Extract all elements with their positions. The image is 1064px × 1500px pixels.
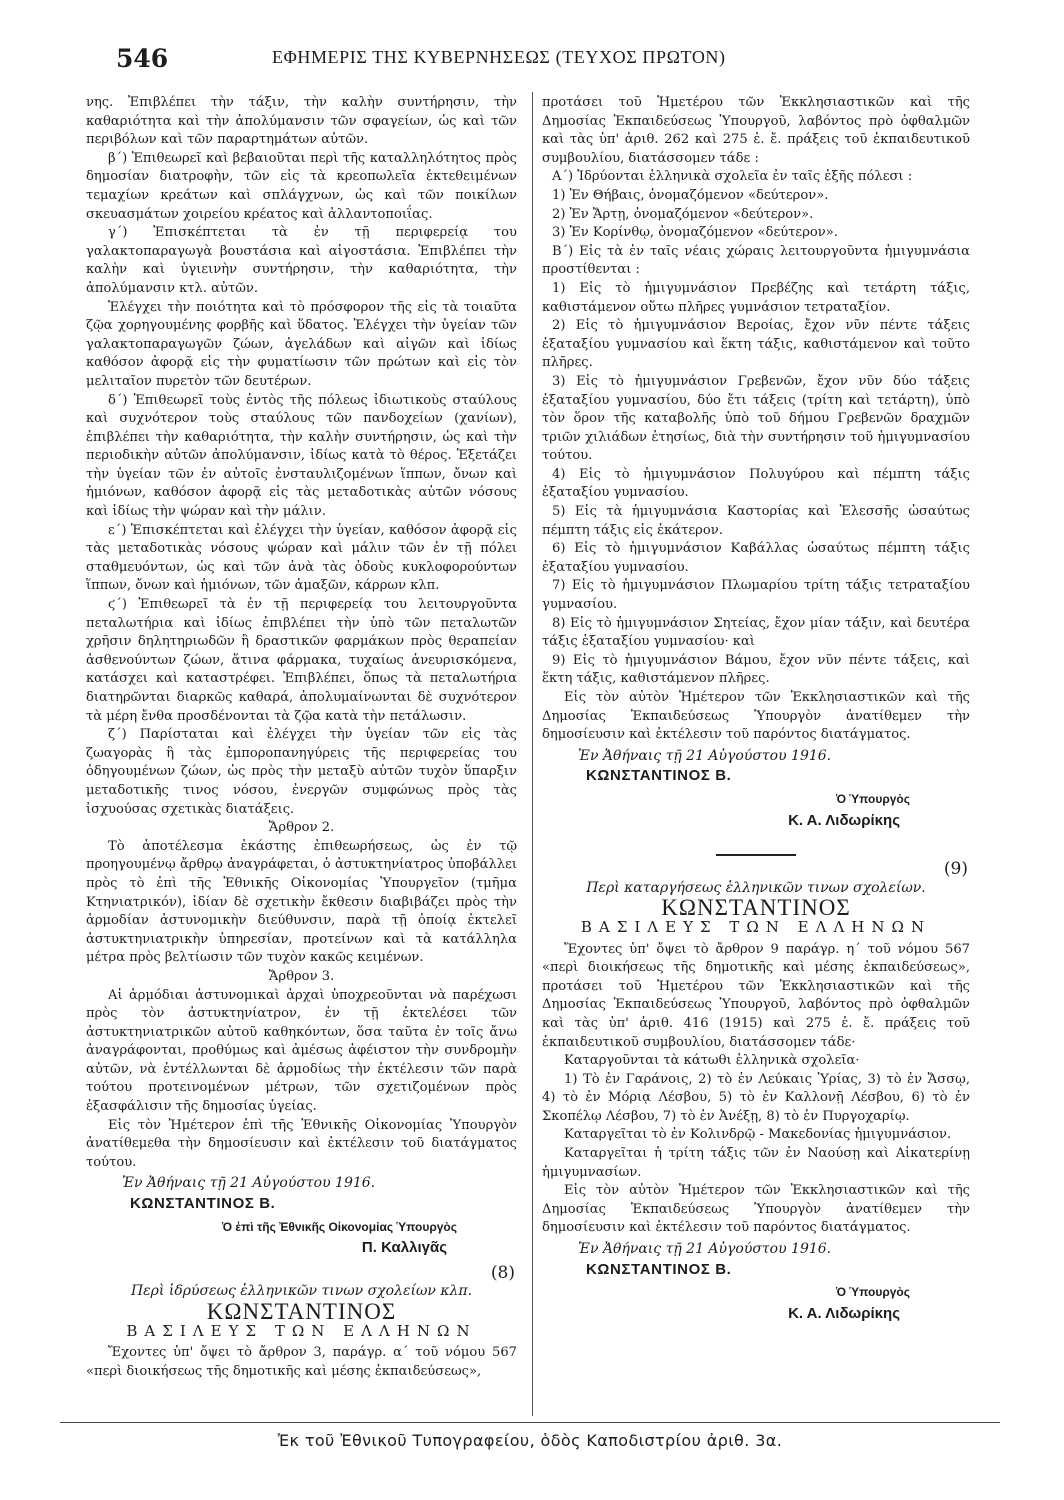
decree-subheading: ΒΑΣΙΛΕΥΣ ΤΩΝ ΕΛΛΗΝΩΝ	[580, 917, 932, 936]
section-title: Α΄) Ἱδρύονται ἑλληνικὰ σχολεῖα ἐν ταῖς ἑξῆς πόλεσι :	[552, 169, 913, 185]
printer-line: Ἐκ τοῦ Ἐθνικοῦ Τυπογραφείου, ὁδὸς Καποδιστρίου ἀριθ. 3α.	[277, 1431, 783, 1450]
list-item: 1) Εἰς τὸ ἡμιγυμνάσιον Πρεβέζης καὶ τετάρτη τάξις, καθιστάμενον οὕτω πλῆρες γυμνάσιον τετραταξίον.	[542, 280, 970, 315]
column-divider	[532, 92, 533, 1416]
dateline: Ἐν Ἀθήναις τῇ 21 Αὐγούστου 1916.	[578, 1241, 832, 1258]
minister-name: Π. Καλλιγᾶς	[361, 1239, 447, 1257]
article-heading: Ἄρθρον 3.	[268, 968, 335, 984]
dateline: Ἐν Ἀθήναις τῇ 21 Αὐγούστου 1916.	[578, 747, 832, 764]
decree-subject: Περὶ καταργήσεως ἑλληνικῶν τινων σχολείων.	[586, 879, 926, 896]
closing-paragraph: Εἰς τὸν αὐτὸν Ἡμέτερον τῶν Ἐκκλησιαστικῶν καὶ τῆς Δημοσίας Ἐκπαιδεύσεως Ὑπουργὸν ἀνατίθεμεν τὴν δημοσίευσιν καὶ ἐκτέλεσιν τοῦ παρόντος διατάγματος.	[542, 1183, 970, 1236]
king-signature: ΚΩΝΣΤΑΝΤΙΝΟΣ Β.	[586, 767, 732, 785]
list-item: 2) Εἰς τὸ ἡμιγυμνάσιον Βεροίας, ἔχον νῦν πέντε τάξεις ἑξαταξίου γυμνασίου καὶ ἕκτη τάξις, καθιστάμενον καὶ τοῦτο πλῆρες.	[542, 318, 970, 371]
article-text: Αἱ ἁρμόδιαι ἀστυνομικαὶ ἀρχαὶ ὑποχρεοῦνται νὰ παρέχωσι πρὸς τὸν ἀστυκτηνίατρον, ἐν τῇ ἐκτελέσει τῶν ἀστυκτηνιατρικῶν αὐτοῦ καθηκόντων, ὅσα ταῦτα ἐν τοῖς ἄνω ἀναγράφονται, προθύμως καὶ ἀμέσως ἀφέιστον τὴν συνδρομὴν αὐτῶν, νὰ ἐντέλλωνται δὲ ἁρμοδίως τὴν ἐκτέλεσιν τῶν παρὰ τούτου προτεινομένων μέτρων, τῶν σχετιζομένων πρὸς ἐξασφάλισιν τῆς δημοσίας ὑγείας.	[86, 987, 517, 1115]
minister-name: Κ. Α. Λιδωρίκης	[788, 1304, 900, 1322]
page-footer	[60, 1422, 1000, 1450]
paragraph: ζ΄) Παρίσταται καὶ ἐλέγχει τὴν ὑγείαν τῶν εἰς τὰς ζωαγορὰς ἢ τὰς ἐμποροπανηγύρεις τῆς περιφερείας του ὁδηγουμένων ζώων, ὡς πρὸς τὴν μεταξὺ αὐτῶν τυχὸν ὕπαρξιν μεταδοτικῆς τινος νόσου, ἐνεργῶν συμφώνως πρὸς τὰς ἰσχυούσας σχετικὰς διατάξεις.	[86, 727, 517, 817]
section-title: Β΄) Εἰς τὰ ἐν ταῖς νέαις χώραις λειτουργοῦντα ἡμιγυμνάσια προστίθενται :	[542, 243, 970, 278]
list-item: 3) Εἰς τὸ ἡμιγυμνάσιον Γρεβενῶν, ἔχον νῦν δύο τάξεις ἑξαταξίου γυμνασίου, δύο ἔτι τάξεις (τρίτη καὶ τετάρτη), ὑπὸ τὸν ὅρον τῆς καταβολῆς ὑπὸ τοῦ δήμου Γρεβενῶν δραχμῶν τριῶν χιλιάδων ἐτησίως, διὰ τὴν συντήρησιν τοῦ ἡμιγυμνασίου τούτου.	[542, 373, 970, 464]
decree-heading: ΚΩΝΣΤΑΝΤΙΝΟΣ	[661, 895, 851, 921]
decree-text: Ἔχοντες ὑπ' ὄψει τὸ ἄρθρον 9 παράγρ. η΄ τοῦ νόμου 567 «περὶ διοικήσεως τῆς δημοτικῆς καὶ μέσης ἐκπαιδεύσεως», προτάσει τοῦ Ἡμετέρου τῶν Ἐκκλησιαστικῶν καὶ τῆς Δημοσίας Ἐκπαιδεύσεως Ὑπουργοῦ, λαβόντος πρὸ ὀφθαλμῶν καὶ τὰς ὑπ' ἀριθ. 416 (1915) καὶ 275 ἐ. ἔ. πράξεις τοῦ ἐκπαιδευτικοῦ συμβουλίου, διατάσσομεν τάδε·	[542, 941, 970, 1050]
minister-title: Ὁ Ὑπουργὸς	[836, 791, 910, 806]
dateline: Ἐν Ἀθήναις τῇ 21 Αὐγούστου 1916.	[122, 1175, 376, 1192]
minister-title: Ὁ Ὑπουργὸς	[836, 1285, 910, 1300]
left-column	[86, 94, 517, 1381]
decree-number: (8)	[490, 1262, 515, 1283]
footer-rule	[60, 1422, 1000, 1423]
list-item: 5) Εἰς τὰ ἡμιγυμνάσια Καστορίας καὶ Ἐλεσσῆς ὡσαύτως πέμπτη τάξις εἰς ἑκάτερον.	[542, 504, 970, 538]
decree-text: Καταργοῦνται τὰ κάτωθι ἑλληνικὰ σχολεῖα·	[564, 1053, 860, 1069]
paragraph: προτάσει τοῦ Ἡμετέρου τῶν Ἐκκλησιαστικῶν καὶ τῆς Δημοσίας Ἐκπαιδεύσεως Ὑπουργοῦ, λαβόντος πρὸ ὀφθαλμῶν καὶ τὰς ὑπ' ἀριθ. 262 καὶ 275 ἐ. ἔ. πράξεις τοῦ ἐκπαιδευτικοῦ συμβουλίου, διατάσσομεν τάδε :	[542, 95, 970, 166]
section-divider	[716, 854, 796, 856]
page-number: 546	[116, 44, 169, 73]
list-item: 1) Ἐν Θήβαις, ὀνομαζόμενον «δεύτερον».	[552, 187, 829, 203]
decree-number: (9)	[943, 859, 968, 880]
list-item: 7) Εἰς τὸ ἡμιγυμνάσιον Πλωμαρίου τρίτη τάξις τετραταξίου γυμνασίου.	[542, 578, 970, 613]
king-signature: ΚΩΝΣΤΑΝΤΙΝΟΣ Β.	[130, 1195, 276, 1213]
paragraph: β΄) Ἐπιθεωρεῖ καὶ βεβαιοῦται περὶ τῆς καταλληλότητος πρὸς δημοσίαν διατροφὴν, τῶν εἰς τὰ κρεοπωλεῖα ἐκτεθειμένων τεμαχίων κρεάτων καὶ σπλάγχνων, ὡς καὶ τῶν ποικίλων σκευασμάτων χοιρείου κρέατος καὶ ἀλλαντοποιΐας.	[86, 150, 517, 222]
page-header	[0, 40, 1064, 80]
list-item: 4) Εἰς τὸ ἡμιγυμνάσιον Πολυγύρου καὶ πέμπτη τάξις ἑξαταξίου γυμνασίου.	[542, 466, 970, 501]
minister-name: Κ. Α. Λιδωρίκης	[788, 811, 900, 829]
list-item: 6) Εἰς τὸ ἡμιγυμνάσιον Καβάλλας ὡσαύτως πέμπτη τάξις ἑξαταξίου γυμνασίου.	[542, 541, 970, 575]
closing-paragraph: Εἰς τὸν Ἡμέτερον ἐπὶ τῆς Ἐθνικῆς Οἰκονομίας Ὑπουργὸν ἀνατίθεμεθα τὴν δημοσίευσιν καὶ ἐκτέλεσιν τοῦ διατάγματος τούτου.	[86, 1117, 517, 1170]
decree-subheading: ΒΑΣΙΛΕΥΣ ΤΩΝ ΕΛΛΗΝΩΝ	[126, 1321, 477, 1340]
list-item: 3) Ἐν Κορίνθῳ, ὀνομαζόμενον «δεύτερον».	[552, 225, 838, 241]
list-item: 9) Εἰς τὸ ἡμιγυμνάσιον Βάμου, ἔχον νῦν πέντε τάξεις, καὶ ἕκτη τάξις, καθιστάμενον πλῆρες.	[542, 652, 970, 687]
king-signature: ΚΩΝΣΤΑΝΤΙΝΟΣ Β.	[586, 1260, 732, 1278]
article-heading: Ἄρθρον 2.	[268, 820, 335, 836]
decree-text: Ἔχοντες ὑπ' ὄψει τὸ ἄρθρον 3, παράγρ. α΄ τοῦ νόμου 567 «περὶ διοικήσεως τῆς δημοτικῆς καὶ μέσης ἐκπαιδεύσεως»,	[86, 1345, 517, 1379]
article-text: Τὸ ἀποτέλεσμα ἑκάστης ἐπιθεωρήσεως, ὡς ἐν τῷ προηγουμένῳ ἄρθρῳ ἀναγράφεται, ὁ ἀστυκτηνίατρος ὑποβάλλει πρὸς τὸ ἐπὶ τῆς Ἐθνικῆς Οἰκονομίας Ὑπουργεῖον (τμῆμα Κτηνιατρικόν), ἰδίαν δὲ σχετικὴν ἔκθεσιν διαβιβάζει πρὸς τὴν ἁρμοδίαν ἀστυνομικὴν διεύθυνσιν, παρὰ τῇ ὁποίᾳ ἐκτελεῖ ἀστυκτηνιατρικὴν ὑπηρεσίαν, προτείνων καὶ τὰ κατάλληλα μέτρα πρὸς βελτίωσιν τῶν τυχὸν κακῶς κειμένων.	[86, 838, 517, 966]
paragraph: Ἐλέγχει τὴν ποιότητα καὶ τὸ πρόσφορον τῆς εἰς τὰ τοιαῦτα ζῷα χορηγουμένης φορβῆς καὶ ὕδατος. Ἐλέγχει τὴν ὑγείαν τῶν γαλακτοπαραγωγῶν ζώων, ἀγελάδων καὶ αἰγῶν καὶ ἰδίως καθόσον ἀφορᾷ εἰς τὴν φυματίωσιν τῶν πρώτων καὶ εἰς τὸν μελιταῖον πυρετὸν τῶν δευτέρων.	[86, 299, 517, 389]
closing-paragraph: Εἰς τὸν αὐτὸν Ἡμέτερον τῶν Ἐκκλησιαστικῶν καὶ τῆς Δημοσίας Ἐκπαιδεύσεως Ὑπουργὸν ἀνατίθεμεν τὴν δημοσίευσιν καὶ ἐκτέλεσιν τοῦ παρόντος διατάγματος.	[542, 690, 970, 743]
running-title: ΕΦΗΜΕΡΙΣ ΤΗΣ ΚΥΒΕΡΝΗΣΕΩΣ (ΤΕΥΧΟΣ ΠΡΩΤΟΝ)	[272, 47, 726, 67]
decree-text: Καταργεῖται τὸ ἐν Κολινδρῷ - Μακεδονίας ἡμιγυμνάσιον.	[564, 1127, 952, 1143]
paragraph: νης. Ἐπιβλέπει τὴν τάξιν, τὴν καλὴν συντήρησιν, τὴν καθαριότητα καὶ τὴν ἀπολύμανσιν τῶν σφαγείων, ὡς καὶ τῶν περιβόλων καὶ τῶν παραρτημάτων αὐτῶν.	[86, 95, 517, 148]
decree-subject: Περὶ ἱδρύσεως ἑλληνικῶν τινων σχολείων κλπ.	[130, 1283, 473, 1300]
minister-title: Ὁ ἐπὶ τῆς Ἐθνικῆς Οἰκονομίας Ὑπουργὸς	[222, 1219, 457, 1234]
paragraph: δ΄) Ἐπιθεωρεῖ τοὺς ἐντὸς τῆς πόλεως ἰδιωτικοὺς σταύλους καὶ συχνότερον τοὺς σταύλους τῶν πανδοχείων (χανίων), ἐπιβλέπει τὴν καθαριότητα, τὴν καλὴν συντήρησιν, ὡς καὶ τὴν περιοδικὴν αὐτῶν ἀπολύμανσιν, ἰδίως κατὰ τὸ θέρος. Ἐξετάζει τὴν ὑγείαν τῶν ἐν αὐτοῖς ἐνσταυλιζομένων ἵππων, ὄνων καὶ ἡμιόνων, καθόσον ἀφορᾷ εἰς τὰς μεταδοτικὰς αὐτῶν νόσους καὶ ἰδίως τὴν ψώραν καὶ τὴν μάλιν.	[86, 392, 517, 520]
paragraph: ε΄) Ἐπισκέπτεται καὶ ἐλέγχει τὴν ὑγείαν, καθόσον ἀφορᾷ εἰς τὰς μεταδοτικὰς νόσους ψώραν καὶ μάλιν τῶν ἐν τῇ πόλει σταθμευόντων, ὡς καὶ τῶν ἀνὰ τὰς ὁδοὺς κυκλοφορούντων ἵππων, ὄνων καὶ ἡμιόνων, τῶν ἁμαξῶν, κάρρων κλπ.	[86, 522, 517, 594]
right-column	[542, 94, 970, 1329]
list-item: 2) Ἐν Ἄρτῃ, ὀνομαζόμενον «δεύτερον».	[552, 206, 814, 222]
decree-text: 1) Τὸ ἐν Γαράνοις, 2) τὸ ἐν Λεύκαις Ὑρίας, 3) τὸ ἐν Ἄσσῳ, 4) τὸ ἐν Μόριᾳ Λέσβου, 5) τὸ ἐν Καλλονῇ Λέσβου, 6) τὸ ἐν Σκοπέλῳ Λέσβου, 7) τὸ ἐν Ἀνέξῃ, 8) τὸ ἐν Πυργοχαρίῳ.	[542, 1071, 970, 1124]
decree-text: Καταργεῖται ἡ τρίτη τάξις τῶν ἐν Ναούσῃ καὶ Αἰκατερίνῃ ἡμιγυμνασίων.	[542, 1146, 970, 1180]
paragraph: γ΄) Ἐπισκέπτεται τὰ ἐν τῇ περιφερείᾳ του γαλακτοπαραγωγὰ βουστάσια καὶ αἰγοστάσια. Ἐπιβλέπει τὴν καλὴν καὶ ὑγιεινὴν συντήρησιν, τὴν καθαριότητα, τὴν ἀπολύμανσιν κτλ. αὐτῶν.	[86, 225, 517, 296]
paragraph: ϛ΄) Ἐπιθεωρεῖ τὰ ἐν τῇ περιφερείᾳ του λειτουργοῦντα πεταλωτήρια καὶ ἰδίως ἐπιβλέπει τὴν ὑπὸ τῶν πεταλωτῶν χρῆσιν δηλητηριωδῶν ἢ δραστικῶν φαρμάκων πρὸς θεραπείαν ἀσθενούντων ζώων, ἅτινα φάρμακα, τυχαίως ἀνευρισκόμενα, κατάσχει καὶ καταστρέφει. Ἐπιβλέπει, ὅπως τὰ πεταλωτήρια διατηρῶνται διαρκῶς καθαρά, ἀπολυμαίνωνται δὲ συχνότερον τὰ μέρη ἔνθα προσδένονται τὰ ζῷα κατὰ τὴν πετάλωσιν.	[86, 597, 517, 724]
decree-heading: ΚΩΝΣΤΑΝΤΙΝΟΣ	[206, 1299, 397, 1324]
list-item: 8) Εἰς τὸ ἡμιγυμνάσιον Σητείας, ἔχον μίαν τάξιν, καὶ δευτέρα τάξις ἑξαταξίου γυμνασίου· καὶ	[542, 615, 970, 650]
